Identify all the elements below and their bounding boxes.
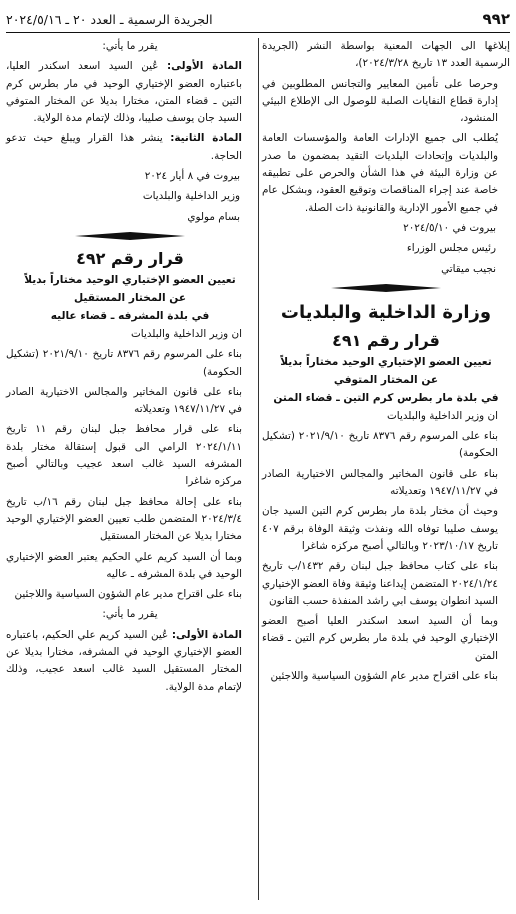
paragraph: وحيث أن مختار بلدة مار بطرس كرم التين السيد جان يوسف صليبا توفاه الله ونفذت وثيقة الوفاة برقم ٤٠٧ تاريخ ٢٠٢٣/١٠/١٧ وبالتالي أصبح مركزه شاغرا — [262, 505, 498, 552]
decides-heading: يقرر ما يأتي: — [102, 608, 158, 621]
paragraph: بناء على اقتراح مدير عام الشؤون السياسية واللاجئين — [270, 670, 498, 683]
gazette-title: الجريدة الرسمية ـ العدد ٢٠ ـ ٢٠٢٤/٥/١٦ — [6, 11, 213, 27]
right-column — [262, 38, 510, 688]
issue-date: بيروت في ٢٠٢٤/٥/١٠ — [403, 221, 496, 234]
decision-title: عن المختار المتوفي — [333, 373, 439, 386]
paragraph: بناء على قانون المخاتير والمجالس الاختيارية الصادر في ١٩٤٧/١١/٢٧ وتعديلاته — [6, 385, 242, 416]
decision-number: قرار رقم ٤٩١ — [332, 330, 440, 350]
ministry-heading: وزارة الداخلية والبلديات — [280, 301, 492, 323]
article-text: عُين السيد اسعد اسكندر العليا، باعتباره العضو الإختياري الوحيد في مار بطرس كرم التين ـ قضاء المتن، مختارا بديلا عن المختار المتوفي السيد جان يوسف صليبا، وذلك لإتمام مدة الولاية. — [6, 60, 242, 125]
page-number: ٩٩٢ — [482, 10, 510, 28]
article — [6, 58, 254, 127]
page-header — [6, 6, 510, 33]
article-label: المادة الثانية: — [170, 132, 242, 145]
left-column — [6, 38, 254, 699]
article-text: عُين السيد كريم علي الحكيم، باعتباره العضو الإختياري الوحيد في المشرفه، مختارا بديلا عن المختار المستقيل السيد غالب اسعد عجيب، وذلك لإتمام مدة الولاية. — [6, 628, 242, 693]
article — [6, 627, 254, 696]
article-text: ينشر هذا القرار ويبلغ حيث تدعو الحاجة. — [6, 132, 242, 162]
paragraph: بناء على اقتراح مدير عام الشؤون السياسية واللاجئين — [14, 588, 242, 601]
decision-title: عن المختار المستقيل — [73, 291, 187, 304]
paragraph: بناء على قرار محافظ جبل لبنان رقم ١١ تاريخ ٢٠٢٤/١/١١ الرامي الى قبول إستقالة مختار بلدة المشرفه السيد غالب اسعد عجيب وبالتالي أصبح مركزه شاغرا — [6, 423, 242, 488]
paragraph: بناء على كتاب محافظ جبل لبنان رقم ١٤٣٢/ب تاريخ ٢٠٢٤/١/٢٤ المتضمن إيداعنا وثيقة وفاة العضو الإختياري السيد انطوان يوسف ابي راشد المنفذة حسب القانون — [262, 560, 499, 607]
decision-number: قرار رقم ٤٩٢ — [76, 248, 184, 268]
paragraph: يُطلب الى جميع الإدارات العامة والمؤسسات العامة والبلديات وإتحادات البلديات التقيد بمضمون ما صدر عن وزارة البيئة في هذا الشأن والحرص على تطبيقه خاصة عند إجراء المناقصات وتوقيع العقود، وبشكل عام في جميع الأمور الإدارية والقانونية ذات الصلة. — [262, 132, 498, 214]
signer-title: رئيس مجلس الوزراء — [406, 242, 496, 255]
paragraph: ان وزير الداخلية والبلديات — [131, 327, 242, 340]
signer-name: نجيب ميقاتي — [441, 262, 496, 275]
paragraph: بناء على إحالة محافظ جبل لبنان رقم ١٦/ب تاريخ ٢٠٢٤/٣/٤ المتضمن طلب تعيين العضو الإختياري الوحيد مختارا بديلا عن المختار المستقيل — [6, 495, 242, 543]
article — [6, 130, 254, 165]
section-divider — [6, 230, 254, 242]
article-label: المادة الأولى: — [171, 628, 242, 641]
issue-date: بيروت في ٨ أيار ٢٠٢٤ — [144, 170, 240, 183]
decision-title: في بلدة المشرفه ـ قضاء عاليه — [50, 309, 210, 322]
paragraph: ان وزير الداخلية والبلديات — [387, 409, 498, 422]
decision-title: تعيين العضو الإختياري الوحيد مختاراً بديلاً — [24, 273, 236, 286]
column-divider — [258, 38, 259, 900]
paragraph: وبما أن السيد اسعد اسكندر العليا أصبح العضو الإختياري الوحيد في بلدة مار بطرس كرم التين ـ قضاء المتن — [262, 615, 498, 662]
article-label: المادة الأولى: — [167, 60, 242, 73]
decision-title: في بلدة مار بطرس كرم التين ـ قضاء المتن — [273, 391, 499, 404]
decision-title: تعيين العضو الإختياري الوحيد مختاراً بديلاً — [280, 355, 492, 368]
section-divider — [262, 282, 510, 294]
paragraph: وبما أن السيد كريم علي الحكيم يعتبر العضو الإختياري الوحيد في بلدة المشرفه ـ عاليه — [6, 550, 242, 580]
paragraph: بناء على المرسوم رقم ٨٣٧٦ تاريخ ٢٠٢١/٩/١٠ (تشكيل الحكومة) — [262, 430, 499, 460]
paragraph: وحرصا على تأمين المعايير والتجانس المطلوبين في إدارة قطاع النفايات الصلبة للوصول الى الإطلاع البيئي المنشود، — [262, 77, 498, 125]
signer-title: وزير الداخلية والبلديات — [142, 190, 240, 203]
paragraph: بناء على المرسوم رقم ٨٣٧٦ تاريخ ٢٠٢١/٩/١٠ (تشكيل الحكومة) — [6, 348, 243, 378]
decides-heading: يقرر ما يأتي: — [102, 40, 158, 52]
paragraph: إبلاغها الى الجهات المعنية بواسطة النشر (الجريدة الرسمية العدد ١٣ تاريخ ٢٠٢٤/٣/٢٨)، — [262, 40, 510, 70]
signer-name: بسام مولوي — [187, 210, 240, 223]
paragraph: بناء على قانون المخاتير والمجالس الاختيارية الصادر في ١٩٤٧/١١/٢٧ وتعديلاته — [262, 467, 498, 498]
